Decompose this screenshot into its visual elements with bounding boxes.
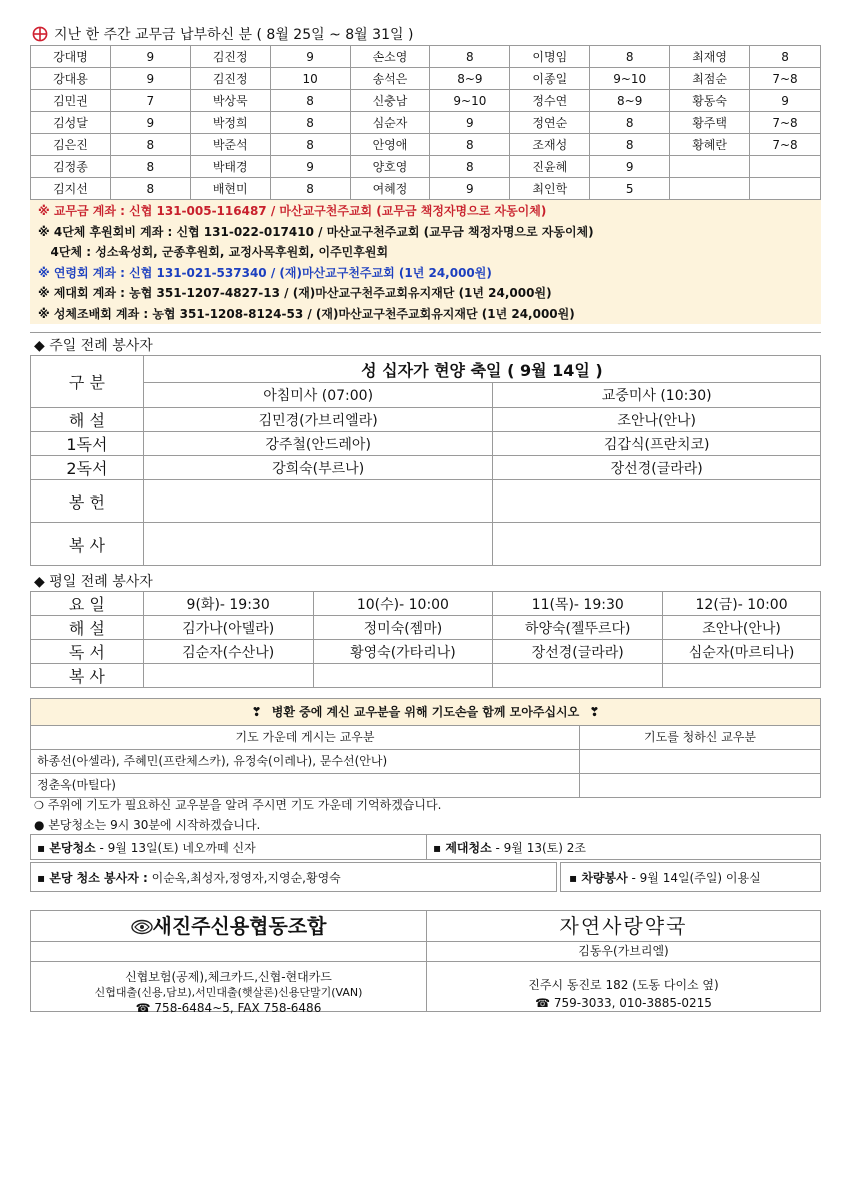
ribbon-icon: ❣ — [589, 705, 600, 719]
weekday-day-header: 11(목)- 19:30 — [493, 592, 663, 616]
dues-month-cell: 8 — [430, 46, 510, 68]
dues-month-cell: 10 — [270, 68, 350, 90]
weekday-row-label: 요 일 — [31, 592, 144, 616]
weekday-day-header: 9(화)- 19:30 — [143, 592, 313, 616]
diamond-bullet-icon: ◆ — [34, 574, 45, 590]
dues-month-cell: 9~10 — [430, 90, 510, 112]
weekday-cell: 정미숙(젬마) — [313, 616, 493, 640]
sunday-title-text: 주일 전례 봉사자 — [49, 338, 153, 354]
weekday-cell: 장선경(글라라) — [493, 640, 663, 664]
dues-month-cell — [750, 156, 821, 178]
dues-name-cell: 신충남 — [350, 90, 430, 112]
prayer-title: 병환 중에 계신 교우분을 위해 기도손을 함께 모아주십시오 — [271, 705, 580, 719]
pharmacy-phone: ☎ 759-3033, 010-3885-0215 — [535, 996, 712, 1010]
credit-union-spacer — [31, 942, 426, 962]
weekday-cell: 하양숙(젤뚜르다) — [493, 616, 663, 640]
dues-month-cell: 8 — [270, 178, 350, 200]
sunday-row-label: 해 설 — [31, 408, 144, 432]
ribbon-icon: ❣ — [251, 705, 262, 719]
vehicle-duty-box: ▪ 차량봉사 - 9월 14일(주일) 이용실 — [560, 862, 821, 892]
dues-month-cell: 9 — [110, 68, 190, 90]
prayer-requester — [579, 774, 820, 797]
dues-month-cell: 7~8 — [750, 68, 821, 90]
dues-name-cell: 황혜란 — [670, 134, 750, 156]
weekday-cell: 조안나(안나) — [663, 616, 821, 640]
weekday-cell — [663, 664, 821, 688]
dues-name-cell: 조재성 — [510, 134, 590, 156]
weekday-header-row — [31, 592, 821, 616]
sunday-row-label: 1독서 — [31, 432, 144, 456]
sunday-cell: 강희숙(부르나) — [143, 456, 493, 480]
dues-month-cell: 8 — [110, 178, 190, 200]
weekday-day-header: 10(수)- 10:00 — [313, 592, 493, 616]
sunday-cell — [143, 523, 493, 566]
feast-title: 성 십자가 현양 축일 ( 9월 14일 ) — [143, 356, 820, 383]
altar-text: - 9월 13(토) 2조 — [491, 841, 586, 855]
dues-name-cell: 김진정 — [190, 46, 270, 68]
sunday-row-label: 봉 헌 — [31, 480, 144, 523]
dues-month-cell: 9 — [110, 46, 190, 68]
weekday-row-label: 해 설 — [31, 616, 144, 640]
dues-row — [31, 112, 821, 134]
dues-name-cell: 손소영 — [350, 46, 430, 68]
mass-morning-header: 아침미사 (07:00) — [143, 383, 493, 408]
weekday-cell — [493, 664, 663, 688]
dues-month-cell: 8~9 — [430, 68, 510, 90]
filled-circle-icon: ● — [34, 818, 45, 832]
prayer-names: 하종선(아셀라), 주혜민(프란체스카), 유정숙(이레나), 문수선(안나) — [31, 750, 579, 774]
weekday-title-text: 평일 전례 봉사자 — [49, 574, 153, 590]
dues-month-cell: 8 — [750, 46, 821, 68]
cleaning-label: 본당청소 — [49, 841, 96, 855]
dues-table — [30, 45, 821, 200]
note-adoration-account: ※ 성체조배회 계좌 : 농협 351-1208-8124-53 / (재)마산교구천주교회유지재단 (1년 24,000원) — [38, 306, 575, 321]
dues-row — [31, 46, 821, 68]
hollow-circle-icon: ❍ — [34, 799, 44, 812]
dues-month-cell: 9 — [430, 178, 510, 200]
dues-name-cell: 박태경 — [190, 156, 270, 178]
credit-union-ad — [30, 910, 427, 1015]
dues-month-cell: 9 — [110, 112, 190, 134]
account-notes — [30, 200, 821, 324]
prayer-request-box — [30, 698, 821, 798]
weekday-row-label: 복 사 — [31, 664, 144, 688]
credit-union-name-row — [31, 911, 426, 942]
dues-row — [31, 68, 821, 90]
note-group-account: ※ 4단체 후원회비 계좌 : 신협 131-022-017410 / 마산교구천주교회 (교무금 책정자명으로 자동이체) — [38, 224, 594, 239]
dues-name-cell: 최점순 — [670, 68, 750, 90]
dues-month-cell: 7~8 — [750, 134, 821, 156]
dues-month-cell: 8 — [590, 46, 670, 68]
dues-name-cell: 김진정 — [190, 68, 270, 90]
dues-name-cell: 배현미 — [190, 178, 270, 200]
prayer-info-note: ❍ 주위에 기도가 필요하신 교우분을 알려 주시면 기도 가운데 기억하겠습니다. — [34, 798, 442, 812]
dues-month-cell: 9 — [750, 90, 821, 112]
dues-name-cell: 박준석 — [190, 134, 270, 156]
dues-month-cell: 7 — [110, 90, 190, 112]
dues-name-cell: 송석은 — [350, 68, 430, 90]
weekday-row — [31, 664, 821, 688]
prayer-header — [31, 699, 820, 726]
weekday-row — [31, 640, 821, 664]
prayer-col2-header: 기도를 청하신 교우분 — [579, 726, 820, 750]
dues-month-cell: 9 — [270, 156, 350, 178]
cross-circle-icon — [32, 26, 48, 46]
dues-name-cell: 양호영 — [350, 156, 430, 178]
sunday-cell: 조안나(안나) — [493, 408, 821, 432]
dues-name-cell: 박상묵 — [190, 90, 270, 112]
weekday-cell — [313, 664, 493, 688]
dues-row — [31, 90, 821, 112]
dues-name-cell: 최인학 — [510, 178, 590, 200]
dues-name-cell: 박정희 — [190, 112, 270, 134]
credit-union-line2: 신협대출(신용,담보),서민대출(햇살론)신용단말기(VAN) — [94, 986, 363, 999]
sunday-cell — [143, 480, 493, 523]
dues-month-cell: 9~10 — [590, 68, 670, 90]
dues-month-cell: 8 — [270, 134, 350, 156]
mass-main-header: 교중미사 (10:30) — [493, 383, 821, 408]
weekday-cell: 김순자(수산나) — [143, 640, 313, 664]
dues-month-cell: 8 — [270, 112, 350, 134]
dues-month-cell: 8~9 — [590, 90, 670, 112]
dues-name-cell: 최재영 — [670, 46, 750, 68]
dues-name-cell — [670, 156, 750, 178]
dues-name-cell: 이종일 — [510, 68, 590, 90]
dues-row — [31, 178, 821, 200]
prayer-names: 정춘옥(마틸다) — [37, 778, 116, 792]
dues-name-cell: 황동숙 — [670, 90, 750, 112]
dues-name-cell: 진윤혜 — [510, 156, 590, 178]
note-funeral-account: ※ 연령회 계좌 : 신협 131-021-537340 / (재)마산교구천주교회 (1년 24,000원) — [38, 265, 492, 280]
altar-label: 제대청소 — [445, 841, 492, 855]
volunteers-text: 이순옥,최성자,정영자,지영순,황영숙 — [147, 871, 341, 885]
dues-name-cell: 강대명 — [31, 46, 111, 68]
dues-month-cell — [750, 178, 821, 200]
vehicle-text: - 9월 14일(주일) 이용실 — [627, 871, 761, 885]
sunday-section-title — [34, 335, 153, 355]
credit-union-logo-icon — [131, 913, 153, 943]
dues-row — [31, 134, 821, 156]
dues-month-cell: 8 — [270, 90, 350, 112]
sunday-row-label: 복 사 — [31, 523, 144, 566]
altar-duty-box: ▪ 제대청소 - 9월 13(토) 2조 — [426, 834, 821, 860]
weekday-cell: 황영숙(가타리나) — [313, 640, 493, 664]
prayer-col1-header: 기도 가운데 게시는 교우분 — [31, 726, 579, 750]
dues-name-cell: 여혜정 — [350, 178, 430, 200]
vehicle-label: 차량봉사 — [581, 871, 628, 885]
dues-month-cell: 8 — [110, 134, 190, 156]
sunday-cell: 강주철(안드레아) — [143, 432, 493, 456]
weekday-row-label: 독 서 — [31, 640, 144, 664]
sunday-row-label: 2독서 — [31, 456, 144, 480]
dues-name-cell: 김지선 — [31, 178, 111, 200]
note-group-list: 4단체 : 성소육성회, 군종후원회, 교정사목후원회, 이주민후원회 — [38, 245, 389, 259]
dues-month-cell: 9 — [590, 156, 670, 178]
dues-name-cell: 이명임 — [510, 46, 590, 68]
weekday-cell: 김가나(아델라) — [143, 616, 313, 640]
weekday-servers-table — [30, 591, 821, 688]
dues-name-cell: 김정종 — [31, 156, 111, 178]
credit-union-phone: ☎ 758-6484~5, FAX 758-6486 — [135, 1001, 322, 1015]
credit-union-line1: 신협보험(공제),체크카드,신협-현대카드 — [125, 970, 332, 984]
dues-month-cell: 9 — [430, 112, 510, 134]
sunday-cell: 김민경(가브리엘라) — [143, 408, 493, 432]
pharmacy-owner: 김동우(가브리엘) — [427, 942, 820, 962]
dues-title-text: 지난 한 주간 교무금 납부하신 분 ( 8월 25일 ~ 8월 31일 ) — [54, 27, 414, 43]
dues-name-cell: 강대용 — [31, 68, 111, 90]
dues-month-cell: 5 — [590, 178, 670, 200]
weekday-section-title — [34, 571, 153, 591]
sunday-col-header: 구 분 — [31, 356, 144, 408]
dues-name-cell: 심순자 — [350, 112, 430, 134]
prayer-grid — [31, 726, 820, 797]
sunday-cell — [493, 480, 821, 523]
dues-month-cell: 9 — [270, 46, 350, 68]
dues-month-cell: 8 — [430, 156, 510, 178]
volunteers-box: ▪ 본당 청소 봉사자 : 이순옥,최성자,정영자,지영순,황영숙 — [30, 862, 557, 892]
dues-month-cell: 8 — [430, 134, 510, 156]
volunteers-label: 본당 청소 봉사자 : — [49, 871, 148, 885]
prayer-requester — [579, 750, 820, 774]
note-dues-account: ※ 교무금 계좌 : 신협 131-005-116487 / 마산교구천주교회 (교무금 책정자명으로 자동이체) — [38, 204, 547, 218]
sunday-servers-table — [30, 355, 821, 566]
dues-name-cell: 김성달 — [31, 112, 111, 134]
pharmacy-name: 자연사랑약국 — [427, 911, 820, 942]
dues-name-cell — [670, 178, 750, 200]
dues-name-cell: 안영애 — [350, 134, 430, 156]
weekday-cell: 심순자(마르티나) — [663, 640, 821, 664]
dues-month-cell: 8 — [590, 112, 670, 134]
dues-name-cell: 김은진 — [31, 134, 111, 156]
note-altar-account: ※ 제대회 계좌 : 농협 351-1207-4827-13 / (재)마산교구천주교회유지재단 (1년 24,000원) — [38, 286, 552, 300]
sunday-cell: 김갑식(프란치코) — [493, 432, 821, 456]
diamond-bullet-icon: ◆ — [34, 338, 45, 354]
cleaning-duty-box: ▪ 본당청소 - 9월 13일(토) 네오까떼 신자 — [30, 834, 427, 860]
sunday-cell: 장선경(글라라) — [493, 456, 821, 480]
dues-row — [31, 156, 821, 178]
weekday-row — [31, 616, 821, 640]
weekday-cell — [143, 664, 313, 688]
dues-month-cell: 8 — [110, 156, 190, 178]
divider — [30, 332, 821, 333]
dues-month-cell: 7~8 — [750, 112, 821, 134]
sunday-cell — [493, 523, 821, 566]
pharmacy-ad — [426, 910, 821, 1012]
cleaning-info-note: ● 본당청소는 9시 30분에 시작하겠습니다. — [34, 818, 261, 832]
dues-name-cell: 황주택 — [670, 112, 750, 134]
credit-union-name: 새진주신용협동조합 — [152, 914, 327, 938]
dues-name-cell: 정수연 — [510, 90, 590, 112]
cleaning-text: - 9월 13일(토) 네오까떼 신자 — [95, 841, 256, 855]
dues-name-cell: 김민권 — [31, 90, 111, 112]
dues-name-cell: 정연순 — [510, 112, 590, 134]
pharmacy-address: 진주시 동진로 182 (도동 다이소 옆) — [528, 978, 719, 992]
weekday-day-header: 12(금)- 10:00 — [663, 592, 821, 616]
dues-month-cell: 8 — [590, 134, 670, 156]
dues-section-title — [32, 24, 413, 46]
